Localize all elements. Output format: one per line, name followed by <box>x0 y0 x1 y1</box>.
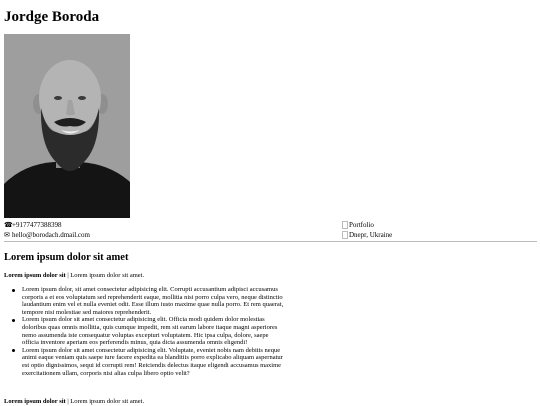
intro-strong: Lorem ipsum dolor sit <box>4 272 66 279</box>
section-title: Lorem ipsum dolor sit amet <box>4 252 129 263</box>
location-text: Dnepr, Ukraine <box>349 231 393 239</box>
intro2-strong: Lorem ipsum dolor sit <box>4 398 66 405</box>
link-icon <box>342 221 348 229</box>
intro2-rest: | Lorem ipsum dolor sit amet. <box>65 398 145 405</box>
phone-number[interactable]: +9177477388398 <box>12 221 62 229</box>
mail-icon: ✉ <box>4 231 10 239</box>
portfolio-row <box>342 220 532 230</box>
location-icon <box>342 231 348 239</box>
contact-left <box>4 220 304 240</box>
phone-icon: ☎ <box>4 221 13 229</box>
portfolio-link[interactable]: Portfolio <box>349 221 374 229</box>
list-item: Lorem ipsum dolor sit amet consectetur adipisicing elit. Voluptate, eveniet nobis nam debitis neque animi eaque veniam quis saepe iure facere expedita ea blanditiis porro explicabo aliquam aspernatur est optio dignissimos, sequi id corrupti rem! Reiciendis delectus itaque eligendi accusamus maxime exercitationem ullam, corporis nisi alias culpa libero optio velit? <box>22 346 283 377</box>
section-intro <box>4 271 144 280</box>
bullet-list <box>4 286 284 377</box>
section-divider <box>4 241 537 242</box>
email-address[interactable]: hello@borodach.dmail.com <box>12 231 90 239</box>
location-row <box>342 230 532 240</box>
email-row <box>4 230 304 240</box>
list-item: Lorem ipsum dolor, sit amet consectetur adipisicing elit. Corrupti accusantium adipisci accusamus corporis a et eos voluptatum sed reprehenderit eaque, mollitia nisi porro culpa vero, neque distinctio laudantium enim vel et nulla eveniet odit. Esse illum iusto maxime quae nulla porro. Et rem quaerat, tempore nisi molestiae sed maiores reprehenderit. <box>22 286 284 316</box>
page-title: Jordge Boroda <box>4 9 100 25</box>
list-item: Lorem ipsum dolor sit amet consectetur adipisicing elit. Officia modi quidem dolor molestias doloribus quas omnis mollitia, quis cumque impedit, rem sit earum labore itaque magni asperiores nemo assumenda iste consequatur voluptas excepturi voluptatem. Hic ipsa culpa, dolore, saepe officia inventore aperiam eos perferendis minus, quia dicta assumenda omnis eligendi! <box>22 316 284 346</box>
profile-photo <box>4 34 130 218</box>
contact-right <box>342 220 532 240</box>
portrait-image <box>4 34 130 218</box>
phone-row <box>4 220 304 230</box>
intro-rest: | Lorem ipsum dolor sit amet. <box>65 272 145 279</box>
